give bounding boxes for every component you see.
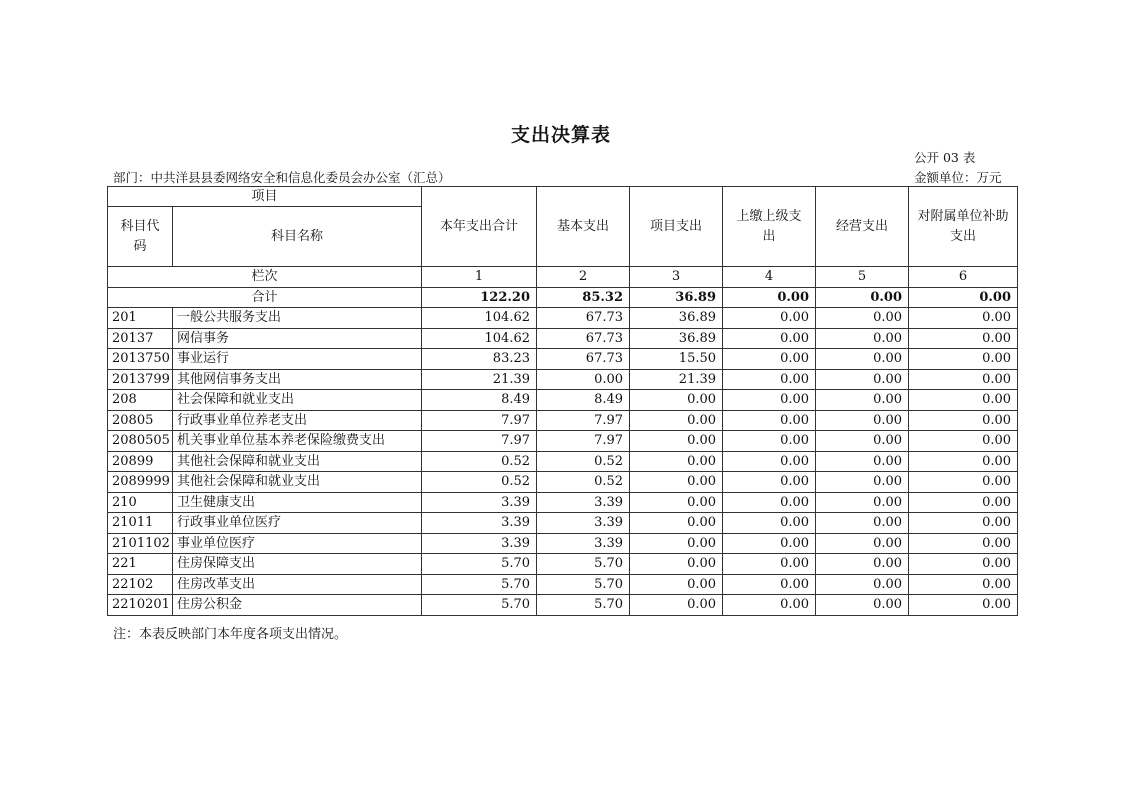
- subject-code-cell: 2089999: [108, 472, 173, 493]
- amount-cell: 5.70: [537, 574, 630, 595]
- table-row: [108, 574, 1018, 595]
- header-subsidy: 对附属单位补助支出: [909, 187, 1018, 267]
- column-index-cell: 1: [422, 267, 537, 288]
- header-upper: 上缴上级支出: [723, 187, 816, 267]
- amount-cell: 0.00: [723, 513, 816, 534]
- subject-code-cell: 221: [108, 554, 173, 575]
- amount-cell: 104.62: [422, 308, 537, 329]
- subject-name-cell: 卫生健康支出: [173, 492, 422, 513]
- amount-cell: 0.00: [630, 513, 723, 534]
- header-total: 本年支出合计: [422, 187, 537, 267]
- amount-cell: 0.00: [909, 574, 1018, 595]
- amount-cell: 36.89: [630, 328, 723, 349]
- column-index-cell: 2: [537, 267, 630, 288]
- subject-name-cell: 其他网信事务支出: [173, 369, 422, 390]
- amount-cell: 8.49: [537, 390, 630, 411]
- amount-cell: 0.00: [909, 492, 1018, 513]
- amount-cell: 0.00: [816, 328, 909, 349]
- amount-cell: 0.00: [816, 533, 909, 554]
- amount-cell: 0.00: [909, 431, 1018, 452]
- subject-code-cell: 208: [108, 390, 173, 411]
- amount-cell: 0.00: [630, 533, 723, 554]
- subject-name-cell: 其他社会保障和就业支出: [173, 451, 422, 472]
- amount-cell: 7.97: [422, 431, 537, 452]
- subject-code-cell: 201: [108, 308, 173, 329]
- total-value: 85.32: [537, 287, 630, 308]
- column-index-row: [108, 267, 1018, 288]
- table-row: [108, 554, 1018, 575]
- amount-cell: 36.89: [630, 308, 723, 329]
- total-value: 0.00: [723, 287, 816, 308]
- table-row: [108, 451, 1018, 472]
- header-business: 经营支出: [816, 187, 909, 267]
- table-row: [108, 595, 1018, 616]
- subject-name-cell: 事业运行: [173, 349, 422, 370]
- table-row: [108, 349, 1018, 370]
- amount-cell: 0.00: [816, 410, 909, 431]
- amount-cell: 0.52: [422, 451, 537, 472]
- amount-cell: 0.00: [723, 410, 816, 431]
- total-value: 122.20: [422, 287, 537, 308]
- amount-cell: 5.70: [422, 554, 537, 575]
- amount-cell: 0.00: [816, 308, 909, 329]
- subject-code-cell: 2101102: [108, 533, 173, 554]
- amount-cell: 0.00: [630, 451, 723, 472]
- amount-cell: 5.70: [422, 574, 537, 595]
- amount-cell: 0.00: [909, 513, 1018, 534]
- amount-cell: 0.00: [816, 554, 909, 575]
- header-name: 科目名称: [173, 207, 422, 267]
- amount-cell: 0.00: [723, 369, 816, 390]
- amount-cell: 3.39: [422, 492, 537, 513]
- amount-cell: 0.00: [723, 595, 816, 616]
- amount-cell: 3.39: [422, 513, 537, 534]
- amount-cell: 67.73: [537, 328, 630, 349]
- table-row: [108, 410, 1018, 431]
- amount-cell: 0.00: [723, 431, 816, 452]
- column-index-cell: 4: [723, 267, 816, 288]
- amount-cell: 0.00: [816, 451, 909, 472]
- amount-cell: 0.00: [909, 308, 1018, 329]
- amount-cell: 0.00: [723, 390, 816, 411]
- amount-cell: 0.52: [422, 472, 537, 493]
- subject-name-cell: 住房公积金: [173, 595, 422, 616]
- amount-cell: 0.00: [909, 554, 1018, 575]
- table-row: [108, 308, 1018, 329]
- amount-cell: 0.00: [909, 369, 1018, 390]
- column-index-label: 栏次: [108, 267, 422, 288]
- department-label: 部门：中共洋县县委网络安全和信息化委员会办公室（汇总）: [113, 170, 451, 185]
- column-index-cell: 3: [630, 267, 723, 288]
- amount-cell: 0.00: [909, 595, 1018, 616]
- amount-cell: 3.39: [537, 492, 630, 513]
- amount-cell: 0.00: [630, 410, 723, 431]
- amount-cell: 0.00: [909, 390, 1018, 411]
- header-item: 项目: [108, 187, 422, 207]
- amount-cell: 0.00: [537, 369, 630, 390]
- subject-name-cell: 行政事业单位养老支出: [173, 410, 422, 431]
- amount-cell: 83.23: [422, 349, 537, 370]
- amount-cell: 3.39: [537, 533, 630, 554]
- amount-cell: 104.62: [422, 328, 537, 349]
- amount-cell: 0.00: [816, 369, 909, 390]
- table-row: [108, 472, 1018, 493]
- amount-cell: 0.00: [909, 349, 1018, 370]
- amount-cell: 0.00: [816, 431, 909, 452]
- amount-cell: 21.39: [422, 369, 537, 390]
- amount-cell: 0.00: [723, 472, 816, 493]
- table-footnote: 注：本表反映部门本年度各项支出情况。: [113, 627, 348, 642]
- amount-cell: 7.97: [422, 410, 537, 431]
- table-row: [108, 369, 1018, 390]
- amount-cell: 0.00: [909, 328, 1018, 349]
- subject-name-cell: 社会保障和就业支出: [173, 390, 422, 411]
- amount-cell: 0.00: [630, 492, 723, 513]
- report-title: 支出决算表: [510, 124, 611, 146]
- amount-cell: 0.00: [816, 595, 909, 616]
- amount-cell: 0.00: [909, 472, 1018, 493]
- amount-cell: 21.39: [630, 369, 723, 390]
- table-row: [108, 492, 1018, 513]
- subject-code-cell: 22102: [108, 574, 173, 595]
- subject-code-cell: 2210201: [108, 595, 173, 616]
- amount-cell: 3.39: [537, 513, 630, 534]
- header-project: 项目支出: [630, 187, 723, 267]
- amount-cell: 0.00: [723, 308, 816, 329]
- table-row: [108, 390, 1018, 411]
- amount-cell: 0.00: [909, 533, 1018, 554]
- subject-code-cell: 20805: [108, 410, 173, 431]
- subject-name-cell: 网信事务: [173, 328, 422, 349]
- subject-code-cell: 20899: [108, 451, 173, 472]
- amount-cell: 8.49: [422, 390, 537, 411]
- amount-cell: 0.00: [816, 349, 909, 370]
- subject-name-cell: 事业单位医疗: [173, 533, 422, 554]
- table-row: [108, 328, 1018, 349]
- amount-cell: 0.00: [630, 574, 723, 595]
- amount-cell: 67.73: [537, 308, 630, 329]
- amount-cell: 5.70: [537, 595, 630, 616]
- form-number: 公开 03 表: [914, 150, 976, 165]
- total-value: 0.00: [816, 287, 909, 308]
- amount-cell: 0.52: [537, 451, 630, 472]
- amount-cell: 0.00: [630, 390, 723, 411]
- subject-name-cell: 机关事业单位基本养老保险缴费支出: [173, 431, 422, 452]
- total-row: [108, 287, 1018, 308]
- amount-cell: 3.39: [422, 533, 537, 554]
- total-value: 36.89: [630, 287, 723, 308]
- amount-cell: 0.00: [909, 451, 1018, 472]
- header-code: 科目代码: [108, 207, 173, 267]
- amount-cell: 0.00: [723, 451, 816, 472]
- amount-cell: 0.00: [723, 492, 816, 513]
- amount-cell: 0.00: [909, 410, 1018, 431]
- amount-cell: 7.97: [537, 431, 630, 452]
- amount-cell: 0.00: [816, 492, 909, 513]
- subject-code-cell: 20137: [108, 328, 173, 349]
- amount-cell: 0.00: [723, 349, 816, 370]
- subject-code-cell: 2080505: [108, 431, 173, 452]
- total-label: 合计: [108, 287, 422, 308]
- amount-cell: 0.52: [537, 472, 630, 493]
- amount-cell: 0.00: [630, 431, 723, 452]
- amount-cell: 0.00: [723, 533, 816, 554]
- total-value: 0.00: [909, 287, 1018, 308]
- column-index-cell: 6: [909, 267, 1018, 288]
- amount-cell: 0.00: [630, 472, 723, 493]
- subject-name-cell: 一般公共服务支出: [173, 308, 422, 329]
- subject-name-cell: 住房改革支出: [173, 574, 422, 595]
- subject-code-cell: 2013750: [108, 349, 173, 370]
- amount-cell: 5.70: [537, 554, 630, 575]
- amount-cell: 67.73: [537, 349, 630, 370]
- header-basic: 基本支出: [537, 187, 630, 267]
- subject-name-cell: 行政事业单位医疗: [173, 513, 422, 534]
- amount-cell: 0.00: [816, 574, 909, 595]
- amount-cell: 7.97: [537, 410, 630, 431]
- amount-cell: 0.00: [816, 390, 909, 411]
- table-row: [108, 431, 1018, 452]
- amount-cell: 0.00: [723, 328, 816, 349]
- amount-cell: 0.00: [816, 472, 909, 493]
- amount-cell: 0.00: [816, 513, 909, 534]
- amount-cell: 0.00: [723, 574, 816, 595]
- amount-cell: 0.00: [723, 554, 816, 575]
- table-row: [108, 533, 1018, 554]
- subject-code-cell: 210: [108, 492, 173, 513]
- amount-cell: 0.00: [630, 595, 723, 616]
- subject-name-cell: 住房保障支出: [173, 554, 422, 575]
- amount-cell: 0.00: [630, 554, 723, 575]
- amount-unit-label: 金额单位：万元: [914, 170, 1002, 185]
- column-index-cell: 5: [816, 267, 909, 288]
- table-row: [108, 513, 1018, 534]
- subject-code-cell: 21011: [108, 513, 173, 534]
- subject-name-cell: 其他社会保障和就业支出: [173, 472, 422, 493]
- subject-code-cell: 2013799: [108, 369, 173, 390]
- expenditure-table: [107, 186, 1018, 616]
- amount-cell: 5.70: [422, 595, 537, 616]
- amount-cell: 15.50: [630, 349, 723, 370]
